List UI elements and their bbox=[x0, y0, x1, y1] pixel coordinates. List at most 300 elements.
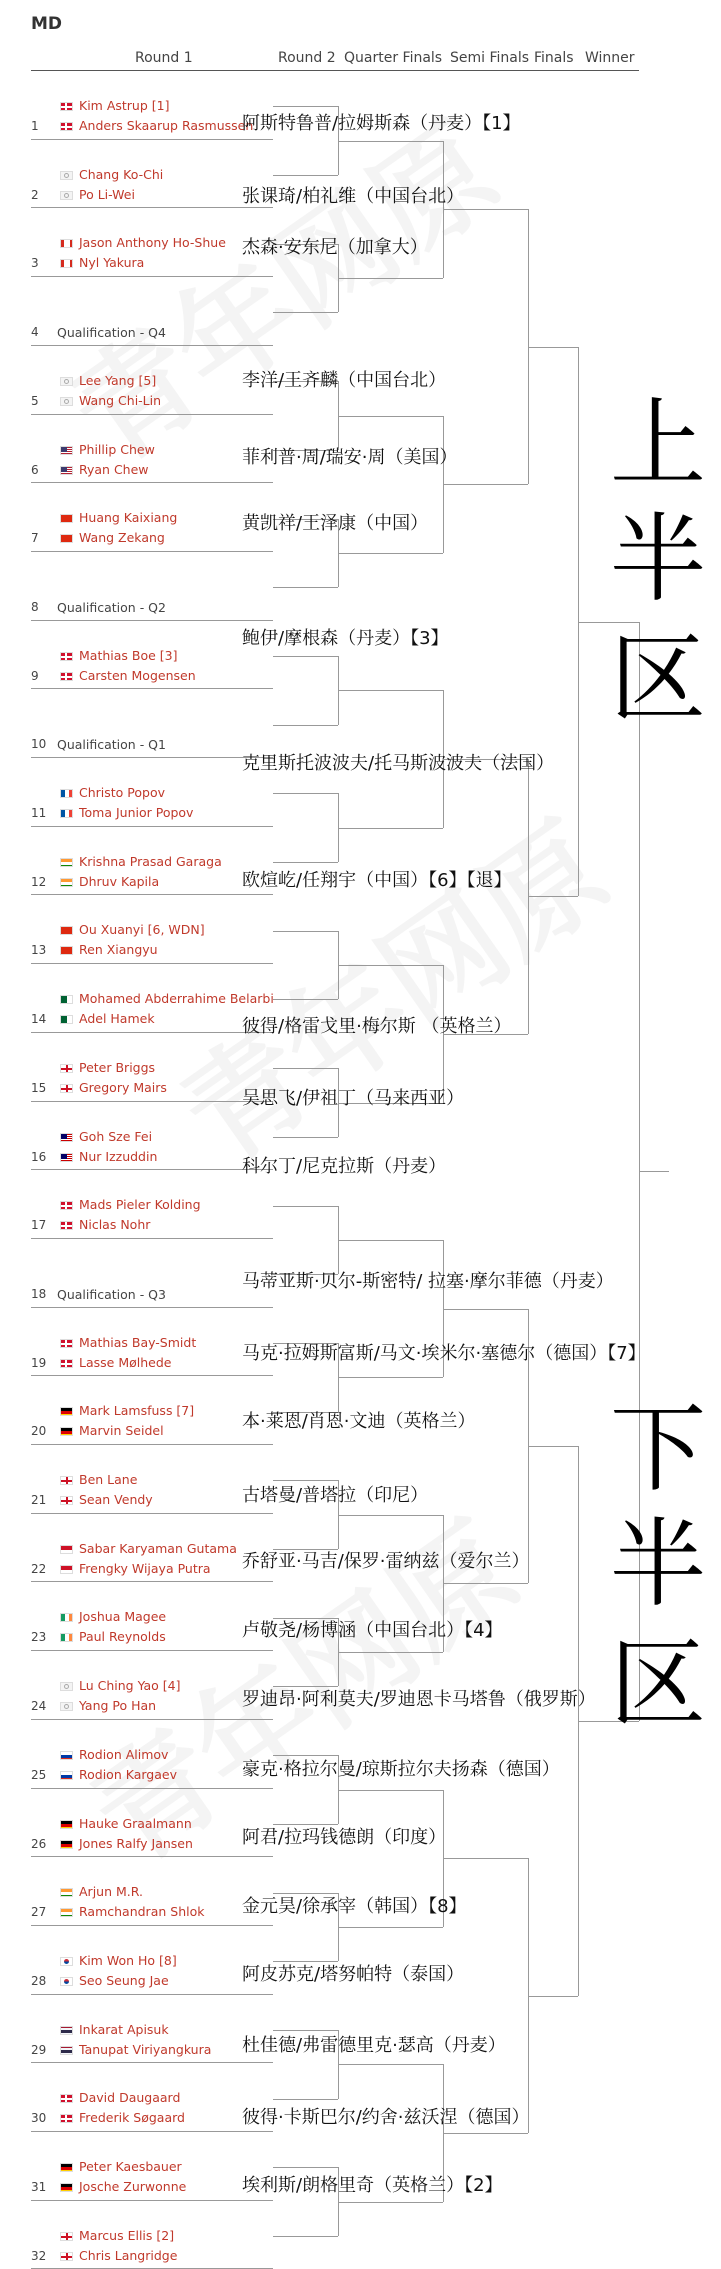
bracket-connector bbox=[273, 2030, 338, 2031]
player-name: Gregory Mairs bbox=[79, 1079, 167, 1095]
slot-baseline bbox=[31, 207, 273, 208]
player-entry[interactable] bbox=[60, 1883, 143, 1900]
slot-number: 22 bbox=[31, 1561, 47, 1576]
bracket-connector bbox=[443, 484, 528, 485]
slot-number: 1 bbox=[31, 119, 39, 133]
bracket-connector bbox=[273, 1480, 338, 1481]
bracket-connector bbox=[273, 175, 338, 176]
bracket-connector bbox=[443, 1583, 528, 1584]
player-name: Niclas Nohr bbox=[79, 1217, 151, 1233]
flag-icon bbox=[60, 1496, 73, 1505]
player-entry[interactable] bbox=[60, 1196, 201, 1213]
flag-icon bbox=[60, 858, 73, 867]
player-name: Sabar Karyaman Gutama bbox=[79, 1540, 237, 1556]
player-entry[interactable] bbox=[60, 1766, 177, 1783]
slot-baseline bbox=[31, 1719, 273, 1720]
chinese-label: 杰森·安东尼（加拿大） bbox=[242, 237, 428, 258]
player-entry[interactable] bbox=[60, 941, 158, 958]
chinese-label: 李洋/王齐麟（中国台北） bbox=[242, 370, 447, 391]
chinese-label: 鲍伊/摩根森（丹麦）【3】 bbox=[242, 628, 449, 649]
player-name: Wang Zekang bbox=[79, 530, 165, 546]
player-entry[interactable] bbox=[60, 1677, 181, 1694]
slot-number: 24 bbox=[31, 1699, 47, 1714]
slot-number: 27 bbox=[31, 1905, 47, 1920]
player-name: Ryan Chew bbox=[79, 461, 149, 477]
chinese-label: 马蒂亚斯·贝尔-斯密特/ 拉塞·摩尔菲德（丹麦） bbox=[242, 1271, 614, 1292]
player-name: Wang Chi-Lin bbox=[79, 392, 162, 408]
player-entry[interactable] bbox=[60, 117, 253, 134]
slot-baseline bbox=[31, 2062, 273, 2063]
bracket-connector bbox=[273, 1068, 338, 1069]
flag-icon bbox=[60, 878, 73, 887]
player-entry[interactable] bbox=[60, 1972, 169, 1989]
player-entry[interactable] bbox=[60, 2109, 185, 2126]
bracket-connector bbox=[528, 896, 578, 897]
slot-baseline bbox=[31, 1650, 273, 1651]
slot-baseline bbox=[31, 1513, 273, 1514]
player-entry[interactable] bbox=[60, 2158, 182, 2175]
player-entry[interactable] bbox=[60, 2227, 174, 2244]
player-name: Goh Sze Fei bbox=[79, 1128, 153, 1144]
player-entry[interactable] bbox=[60, 1148, 157, 1165]
player-name: Mark Lamsfuss [7] bbox=[79, 1403, 195, 1419]
slot-baseline bbox=[31, 1925, 273, 1926]
player-entry[interactable] bbox=[60, 1835, 193, 1852]
flag-icon bbox=[60, 2232, 73, 2241]
player-name: Lee Yang [5] bbox=[79, 372, 157, 388]
slot-baseline bbox=[31, 1375, 273, 1376]
player-entry[interactable] bbox=[60, 990, 274, 1007]
slot-number: 32 bbox=[31, 2248, 47, 2263]
player-entry[interactable] bbox=[60, 1128, 152, 1145]
flag-icon bbox=[60, 534, 73, 543]
bracket-connector bbox=[338, 1377, 443, 1378]
flag-icon bbox=[60, 1565, 73, 1574]
player-entry[interactable] bbox=[60, 2178, 186, 2195]
player-entry[interactable] bbox=[60, 647, 177, 664]
player-entry[interactable] bbox=[60, 1746, 168, 1763]
slot-number: 4 bbox=[31, 325, 39, 340]
slot-number: 31 bbox=[31, 2180, 47, 2194]
flag-icon bbox=[60, 1339, 73, 1348]
flag-icon bbox=[60, 259, 73, 268]
player-name: Inkarat Apisuk bbox=[79, 2021, 169, 2037]
flag-icon bbox=[60, 2046, 73, 2055]
flag-icon bbox=[60, 1977, 73, 1986]
player-entry[interactable] bbox=[60, 804, 193, 821]
flag-icon bbox=[60, 926, 73, 935]
chinese-label: 罗迪昂·阿利莫夫/罗迪恩卡马塔鲁（俄罗斯） bbox=[242, 1689, 596, 1710]
player-entry[interactable] bbox=[60, 529, 165, 546]
player-name: Jason Anthony Ho-Shue bbox=[79, 235, 226, 251]
slot-baseline bbox=[31, 139, 273, 140]
bracket-connector bbox=[443, 1858, 528, 1859]
player-name: Nur Izzuddin bbox=[79, 1148, 158, 1164]
player-entry[interactable] bbox=[60, 1422, 164, 1439]
player-name: Krishna Prasad Garaga bbox=[79, 853, 222, 869]
flag-icon bbox=[60, 1751, 73, 1760]
flag-icon bbox=[60, 789, 73, 798]
player-name: Ramchandran Shlok bbox=[79, 1904, 205, 1920]
player-entry[interactable] bbox=[60, 2247, 177, 2264]
bottom-half-char-3: 区 bbox=[610, 1628, 706, 1740]
flag-icon bbox=[60, 122, 73, 131]
flag-icon bbox=[60, 446, 73, 455]
flag-icon bbox=[60, 377, 73, 386]
player-entry[interactable] bbox=[60, 873, 159, 890]
bracket-connector bbox=[338, 278, 443, 279]
flag-icon bbox=[60, 1908, 73, 1917]
slot-baseline bbox=[31, 757, 273, 758]
player-name: Seo Seung Jae bbox=[79, 1972, 169, 1988]
header-quarter-finals: Quarter Finals bbox=[344, 50, 443, 66]
slot-baseline bbox=[31, 963, 273, 964]
player-entry[interactable] bbox=[60, 1560, 211, 1577]
flag-icon bbox=[60, 1427, 73, 1436]
chinese-label: 杜佳德/弗雷德里克·瑟高（丹麦） bbox=[242, 2035, 506, 2056]
bracket-connector bbox=[338, 690, 443, 691]
header-winner: Winner bbox=[585, 50, 635, 66]
watermark-text bbox=[144, 778, 636, 1194]
player-entry[interactable] bbox=[60, 1059, 155, 1076]
flag-icon bbox=[60, 397, 73, 406]
player-name: Frederik Søgaard bbox=[79, 2110, 185, 2126]
player-name: Marcus Ellis [2] bbox=[79, 2227, 175, 2243]
player-name: Josche Zurwonne bbox=[79, 2179, 187, 2194]
winner-line bbox=[639, 1171, 669, 1172]
player-entry[interactable] bbox=[60, 921, 205, 938]
player-name: Adel Hamek bbox=[79, 1011, 155, 1027]
player-name: Dhruv Kapila bbox=[79, 873, 160, 889]
flag-icon bbox=[60, 652, 73, 661]
slot-number: 13 bbox=[31, 943, 47, 958]
top-half-char-3: 区 bbox=[610, 623, 706, 735]
slot-baseline bbox=[31, 620, 273, 621]
player-entry[interactable] bbox=[60, 254, 144, 271]
bracket-connector bbox=[273, 793, 338, 794]
player-entry[interactable] bbox=[60, 1608, 166, 1625]
player-entry[interactable] bbox=[60, 784, 165, 801]
slot-number: 15 bbox=[31, 1080, 47, 1095]
slot-number: 28 bbox=[31, 1973, 47, 1988]
chinese-label: 本·莱恩/肖恩·文迪（英格兰） bbox=[242, 1411, 476, 1432]
player-entry[interactable] bbox=[60, 392, 161, 409]
player-entry[interactable] bbox=[60, 853, 222, 870]
player-name: David Daugaard bbox=[79, 2090, 181, 2106]
bracket-connector bbox=[338, 2064, 443, 2065]
top-half-char-1: 上 bbox=[610, 388, 706, 500]
flag-icon bbox=[60, 466, 73, 475]
player-name: Ben Lane bbox=[79, 1472, 138, 1487]
player-name: Ou Xuanyi [6, WDN] bbox=[79, 922, 205, 938]
flag-icon bbox=[60, 1545, 73, 1554]
chinese-label: 菲利普·周/瑞安·周（美国） bbox=[242, 447, 458, 468]
player-name: Phillip Chew bbox=[79, 441, 155, 457]
flag-icon bbox=[60, 1407, 73, 1416]
flag-icon bbox=[60, 1682, 73, 1691]
slot-number: 30 bbox=[31, 2111, 47, 2126]
flag-icon bbox=[60, 1476, 73, 1485]
player-name: Carsten Mogensen bbox=[79, 667, 196, 683]
player-name: Lasse Mølhede bbox=[79, 1354, 172, 1370]
player-entry[interactable] bbox=[60, 1079, 167, 1096]
slot-number: 20 bbox=[31, 1424, 47, 1439]
bracket-connector bbox=[273, 106, 338, 107]
flag-icon bbox=[60, 1771, 73, 1780]
bracket-connector bbox=[528, 1446, 578, 1447]
bracket-connector bbox=[273, 2099, 338, 2100]
slot-baseline bbox=[31, 1169, 273, 1170]
player-entry[interactable] bbox=[60, 97, 169, 114]
player-name: Huang Kaixiang bbox=[79, 510, 178, 526]
flag-icon bbox=[60, 1015, 73, 1024]
player-name: Frengky Wijaya Putra bbox=[79, 1560, 211, 1576]
slot-number: 3 bbox=[31, 256, 39, 271]
flag-icon bbox=[60, 1064, 73, 1073]
player-name: Jones Ralfy Jansen bbox=[79, 1835, 193, 1851]
bracket-connector bbox=[338, 828, 443, 829]
flag-icon bbox=[60, 171, 73, 180]
player-name: Chang Ko-Chi bbox=[79, 166, 164, 182]
bracket-connector bbox=[273, 931, 338, 932]
player-entry[interactable] bbox=[60, 1471, 137, 1488]
player-entry[interactable] bbox=[60, 2089, 180, 2106]
player-entry[interactable] bbox=[60, 1697, 156, 1714]
slot-baseline bbox=[31, 1032, 273, 1033]
slot-baseline bbox=[31, 1444, 273, 1445]
bracket-connector bbox=[443, 2133, 528, 2134]
player-name: Marvin Seidel bbox=[79, 1423, 164, 1439]
slot-number: 21 bbox=[31, 1493, 47, 1507]
player-entry[interactable] bbox=[60, 667, 196, 684]
slot-number: 23 bbox=[31, 1630, 47, 1645]
flag-icon bbox=[60, 1888, 73, 1897]
chinese-label: 金元昊/徐承宰（韩国）【8】 bbox=[242, 1896, 467, 1917]
player-entry[interactable] bbox=[60, 1010, 155, 1027]
flag-icon bbox=[60, 239, 73, 248]
slot-baseline bbox=[31, 2131, 273, 2132]
bracket-connector bbox=[338, 553, 443, 554]
player-name: Nyl Yakura bbox=[79, 255, 145, 271]
player-name: Mads Pieler Kolding bbox=[79, 1197, 201, 1213]
chinese-label: 吴思飞/伊祖丁（马来西亚） bbox=[242, 1088, 465, 1109]
chinese-label: 科尔丁/尼克拉斯（丹麦） bbox=[242, 1156, 447, 1177]
player-name: Mathias Bay-Smidt bbox=[79, 1334, 197, 1350]
slot-baseline bbox=[31, 1307, 273, 1308]
player-name: Chris Langridge bbox=[79, 2247, 178, 2263]
slot-number: 2 bbox=[31, 187, 39, 202]
flag-icon bbox=[60, 1359, 73, 1368]
player-entry[interactable] bbox=[60, 1815, 192, 1832]
qualifier-slot: Qualification - Q3 bbox=[57, 1286, 166, 1302]
header-round-2: Round 2 bbox=[278, 50, 336, 66]
player-name: Peter Kaesbauer bbox=[79, 2159, 182, 2174]
player-name: Paul Reynolds bbox=[79, 1629, 166, 1645]
flag-icon bbox=[60, 102, 73, 111]
player-entry[interactable] bbox=[60, 1216, 150, 1233]
player-name: Kim Astrup [1] bbox=[79, 98, 170, 113]
flag-icon bbox=[60, 1957, 73, 1966]
bracket-connector bbox=[273, 725, 338, 726]
player-entry[interactable] bbox=[60, 509, 177, 526]
flag-icon bbox=[60, 672, 73, 681]
flag-icon bbox=[60, 1613, 73, 1622]
player-entry[interactable] bbox=[60, 186, 135, 203]
flag-icon bbox=[60, 1702, 73, 1711]
flag-icon bbox=[60, 514, 73, 523]
bracket-connector bbox=[443, 209, 528, 210]
flag-icon bbox=[60, 1201, 73, 1210]
chinese-label: 欧煊屹/任翔宇（中国）【6】【退】 bbox=[242, 870, 512, 891]
slot-number: 17 bbox=[31, 1218, 47, 1233]
slot-baseline bbox=[31, 688, 273, 689]
player-entry[interactable] bbox=[60, 1903, 204, 1920]
bracket-connector bbox=[273, 2167, 338, 2168]
chinese-label: 彼得/格雷戈里·梅尔斯 （英格兰） bbox=[242, 1016, 512, 1037]
flag-icon bbox=[60, 2026, 73, 2035]
slot-number: 11 bbox=[31, 806, 47, 820]
chinese-label: 阿皮苏克/塔努帕特（泰国） bbox=[242, 1964, 465, 1985]
player-name: Rodion Kargaev bbox=[79, 1766, 177, 1782]
flag-icon bbox=[60, 2252, 73, 2261]
player-entry[interactable] bbox=[60, 461, 149, 478]
player-name: Christo Popov bbox=[79, 785, 166, 800]
player-entry[interactable] bbox=[60, 1628, 166, 1645]
player-entry[interactable] bbox=[60, 1334, 196, 1351]
player-entry[interactable] bbox=[60, 1952, 177, 1969]
chinese-label: 古塔曼/普塔拉（印尼） bbox=[242, 1485, 429, 1506]
slot-baseline bbox=[31, 826, 273, 827]
flag-icon bbox=[60, 946, 73, 955]
bracket-connector bbox=[273, 2236, 338, 2237]
bracket-connector bbox=[338, 141, 443, 142]
slot-baseline bbox=[31, 894, 273, 895]
flag-icon bbox=[60, 2114, 73, 2123]
flag-icon bbox=[60, 1084, 73, 1093]
flag-icon bbox=[60, 1153, 73, 1162]
player-name: Toma Junior Popov bbox=[79, 805, 194, 820]
player-entry[interactable] bbox=[60, 441, 155, 458]
slot-number: 9 bbox=[31, 668, 39, 683]
player-entry[interactable] bbox=[60, 1354, 171, 1371]
chinese-label: 卢敬尧/杨博涵（中国台北）【4】 bbox=[242, 1620, 503, 1641]
slot-baseline bbox=[31, 276, 273, 277]
player-name: Mohamed Abderrahime Belarbi bbox=[79, 991, 274, 1007]
player-entry[interactable] bbox=[60, 2021, 169, 2038]
slot-baseline bbox=[31, 1994, 273, 1995]
bracket-connector bbox=[273, 312, 338, 313]
chinese-label: 彼得·卡斯巴尔/约舍·兹沃涅（德国） bbox=[242, 2107, 530, 2128]
slot-baseline bbox=[31, 1788, 273, 1789]
event-title: MD bbox=[31, 14, 63, 34]
player-name: Kim Won Ho [8] bbox=[79, 1952, 177, 1968]
slot-number: 18 bbox=[31, 1286, 47, 1301]
slot-number: 26 bbox=[31, 1836, 47, 1851]
chinese-label: 张课琦/柏礼维（中国台北） bbox=[242, 186, 465, 207]
flag-icon bbox=[60, 809, 73, 818]
player-entry[interactable] bbox=[60, 2041, 211, 2058]
qualifier-slot: Qualification - Q4 bbox=[57, 325, 166, 341]
top-half-char-2: 半 bbox=[610, 503, 706, 615]
slot-number: 12 bbox=[31, 874, 47, 889]
chinese-label: 黄凯祥/王泽康（中国） bbox=[242, 513, 429, 534]
watermark-text bbox=[34, 78, 526, 494]
player-entry[interactable] bbox=[60, 1540, 237, 1557]
flag-icon bbox=[60, 1820, 73, 1829]
player-name: Anders Skaarup Rasmussen bbox=[79, 118, 254, 133]
player-name: Sean Vendy bbox=[79, 1492, 153, 1507]
player-name: Yang Po Han bbox=[79, 1698, 157, 1714]
slot-number: 5 bbox=[31, 393, 39, 408]
player-name: Joshua Magee bbox=[79, 1609, 167, 1625]
bracket-connector bbox=[338, 1652, 443, 1653]
chinese-label: 豪克·格拉尔曼/琼斯拉尔夫扬森（德国） bbox=[242, 1759, 560, 1780]
qualifier-slot: Qualification - Q2 bbox=[57, 599, 166, 615]
bracket-connector bbox=[273, 1137, 338, 1138]
bracket-connector bbox=[338, 1515, 443, 1516]
bracket-connector bbox=[273, 862, 338, 863]
flag-icon bbox=[60, 1840, 73, 1849]
bracket-connector bbox=[273, 587, 338, 588]
player-name: Tanupat Viriyangkura bbox=[79, 2041, 212, 2057]
bracket-connector bbox=[338, 416, 443, 417]
bracket-connector bbox=[273, 1824, 338, 1825]
slot-baseline bbox=[31, 2200, 273, 2201]
bottom-half-char-2: 半 bbox=[610, 1508, 706, 1620]
slot-baseline bbox=[31, 1101, 273, 1102]
player-entry[interactable] bbox=[60, 1491, 153, 1508]
flag-icon bbox=[60, 191, 73, 200]
player-entry[interactable] bbox=[60, 1402, 194, 1419]
header-semi-finals: Semi Finals bbox=[450, 50, 530, 66]
slot-number: 10 bbox=[31, 737, 47, 752]
bracket-connector bbox=[273, 1755, 338, 1756]
chinese-label: 阿斯特鲁普/拉姆斯森（丹麦）【1】 bbox=[242, 113, 521, 134]
slot-baseline bbox=[31, 551, 273, 552]
player-name: Mathias Boe [3] bbox=[79, 647, 178, 663]
chinese-label: 克里斯托波波夫/托马斯波波夫（法国） bbox=[242, 753, 555, 774]
header-divider bbox=[31, 70, 639, 71]
player-name: Peter Briggs bbox=[79, 1059, 156, 1075]
player-entry[interactable] bbox=[60, 166, 163, 183]
player-name: Lu Ching Yao [4] bbox=[79, 1678, 181, 1694]
qualifier-slot: Qualification - Q1 bbox=[57, 737, 166, 753]
bracket-connector bbox=[528, 347, 578, 348]
player-entry[interactable] bbox=[60, 234, 226, 251]
slot-baseline bbox=[31, 345, 273, 346]
slot-baseline bbox=[31, 414, 273, 415]
chinese-label: 乔舒亚·马吉/保罗·雷纳兹（爱尔兰） bbox=[242, 1551, 530, 1572]
slot-number: 14 bbox=[31, 1012, 47, 1027]
chinese-label: 阿君/拉玛钱德朗（印度） bbox=[242, 1827, 447, 1848]
slot-number: 16 bbox=[31, 1149, 47, 1164]
player-name: Hauke Graalmann bbox=[79, 1815, 192, 1831]
header-finals: Finals bbox=[534, 50, 574, 66]
player-name: Po Li-Wei bbox=[79, 186, 135, 202]
bracket-connector bbox=[273, 999, 338, 1000]
flag-icon bbox=[60, 1221, 73, 1230]
bracket-connector bbox=[338, 1790, 443, 1791]
slot-number: 29 bbox=[31, 2042, 47, 2057]
player-entry[interactable] bbox=[60, 372, 156, 389]
slot-number: 25 bbox=[31, 1767, 47, 1782]
slot-number: 7 bbox=[31, 531, 39, 546]
slot-baseline bbox=[31, 482, 273, 483]
player-name: Rodion Alimov bbox=[79, 1746, 169, 1762]
bracket-connector bbox=[273, 1893, 338, 1894]
flag-icon bbox=[60, 995, 73, 1004]
header-round-1: Round 1 bbox=[135, 50, 193, 66]
